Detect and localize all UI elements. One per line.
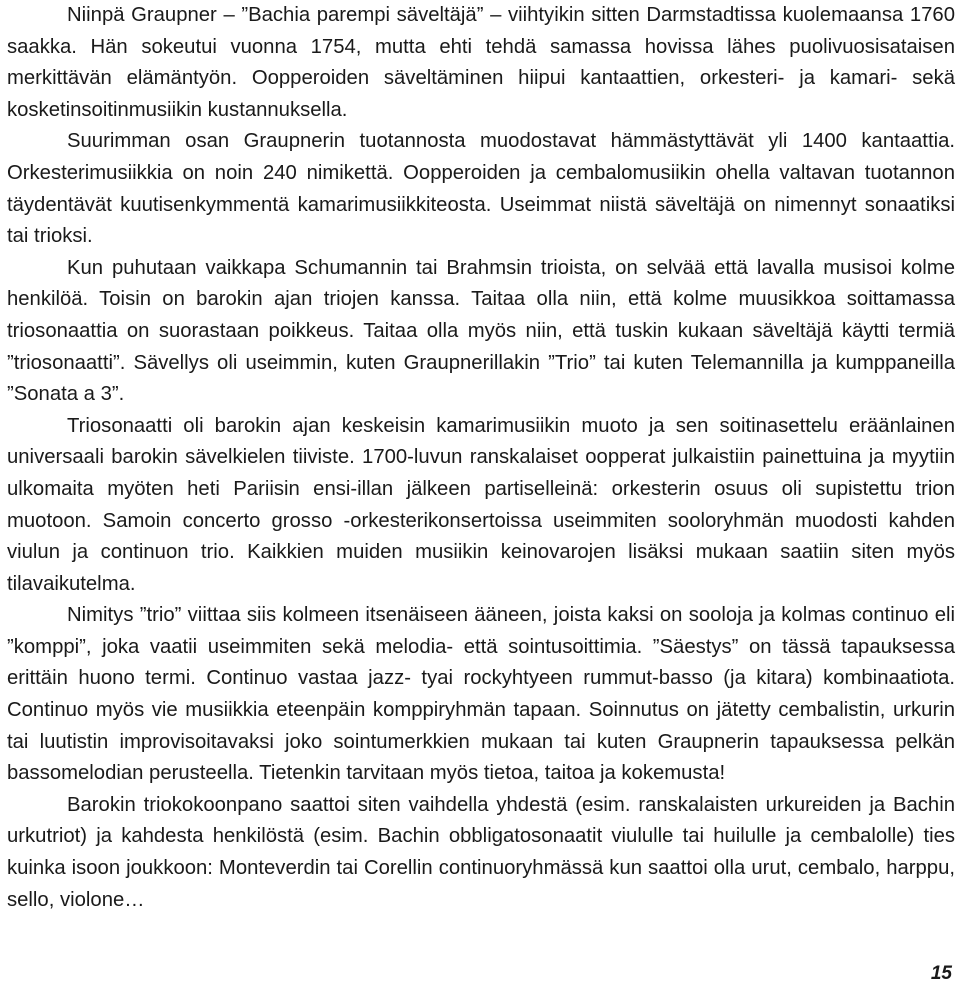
paragraph-triosonata: Triosonaatti oli barokin ajan keskeisin kamarimusiikin muoto ja sen soitinasettelu eräänlainen universaali barokin sävelkielen tiiviste. 1700-luvun ranskalaiset oopperat julkaistiin painettuina ja myytiin ulkomaita myöten heti Pariisin ensi-illan jälkeen partiselleinä: orkesterin osuus oli supistettu trion muotoon. Samoin concerto grosso -orkesterikonsertoissa useimmiten sooloryhmän muodosti kahden viulun ja continuon trio. Kaikkien muiden musiikin keinovarojen lisäksi mukaan saatiin siten myös tilavaikutelma.: [7, 414, 955, 595]
paragraph-trio-players: Kun puhutaan vaikkapa Schumannin tai Brahmsin trioista, on selvää että lavalla musisoi kolme henkilöä. Toisin on barokin ajan triojen kanssa. Taitaa olla niin, että kolme muusikkoa soittamassa triosonaattia on suorastaan poikkeus. Taitaa olla myös niin, että tuskin kukaan säveltäjä käytti termiä ”triosonaatti”. Sävellys oli useimmin, kuten Graupnerillakin ”Trio” tai kuten Telemannilla ja kumppaneilla ”Sonata a 3”.: [7, 256, 955, 406]
page-number: 15: [930, 963, 952, 984]
paragraph-ensemble: Barokin triokokoonpano saattoi siten vaihdella yhdestä (esim. ranskalaisten urkureiden ja Bachin urkutriot) ja kahdesta henkilöstä (esim. Bachin obbligatosonaatit viululle tai huilulle ja cembalolle) ties kuinka isoon joukkoon: Monteverdin tai Corellin continuoryhmässä kun saattoi olla urut, cembalo, harppu, sello, violone…: [7, 793, 955, 911]
paragraph-graupner-darmstadt: Niinpä Graupner – ”Bachia parempi säveltäjä” – viihtyikin sitten Darmstadtissa kuolemaansa 1760 saakka. Hän sokeutui vuonna 1754, mutta ehti tehdä samassa hovissa lähes puolivuosisataisen merkittävän elämäntyön. Oopperoiden säveltäminen hiipui kantaattien, orkesteri- ja kamari- sekä kosketinsoitinmusiikin kustannuksella.: [7, 4, 955, 121]
document-page: [7, 0, 955, 991]
paragraph-trio-name: Nimitys ”trio” viittaa siis kolmeen itsenäiseen ääneen, joista kaksi on sooloja ja kolmas continuo eli ”komppi”, joka vaatii useimmiten sekä melodia- että sointusoittimia. ”Säestys” on tässä tapauksessa erittäin huono termi. Continuo vastaa jazz- tyai rockyhtyeen rummut-basso (ja kitara) kombinaatiota. Continuo myös vie musiikkia eteenpäin komppiryhmän tapaan. Soinnutus on jätetty cembalistin, urkurin tai luutistin improvisoitavaksi joko sointumerkkien mukaan tai kuten Graupnerin tapauksessa pelkän bassomelodian perusteella. Tietenkin tarvitaan myös tietoa, taitoa ja kokemusta!: [7, 604, 955, 785]
body-text: [7, 0, 955, 916]
paragraph-production: Suurimman osan Graupnerin tuotannosta muodostavat hämmästyttävät yli 1400 kantaattia. Orkesterimusiikkia on noin 240 nimikettä. Oopperoiden ja cembalomusiikin ohella valtavan tuotannon täydentävät kuutisenkymmentä kamarimusiikkiteosta. Useimmat niistä säveltäjä on nimennyt sonaatiksi tai trioksi.: [7, 130, 955, 248]
